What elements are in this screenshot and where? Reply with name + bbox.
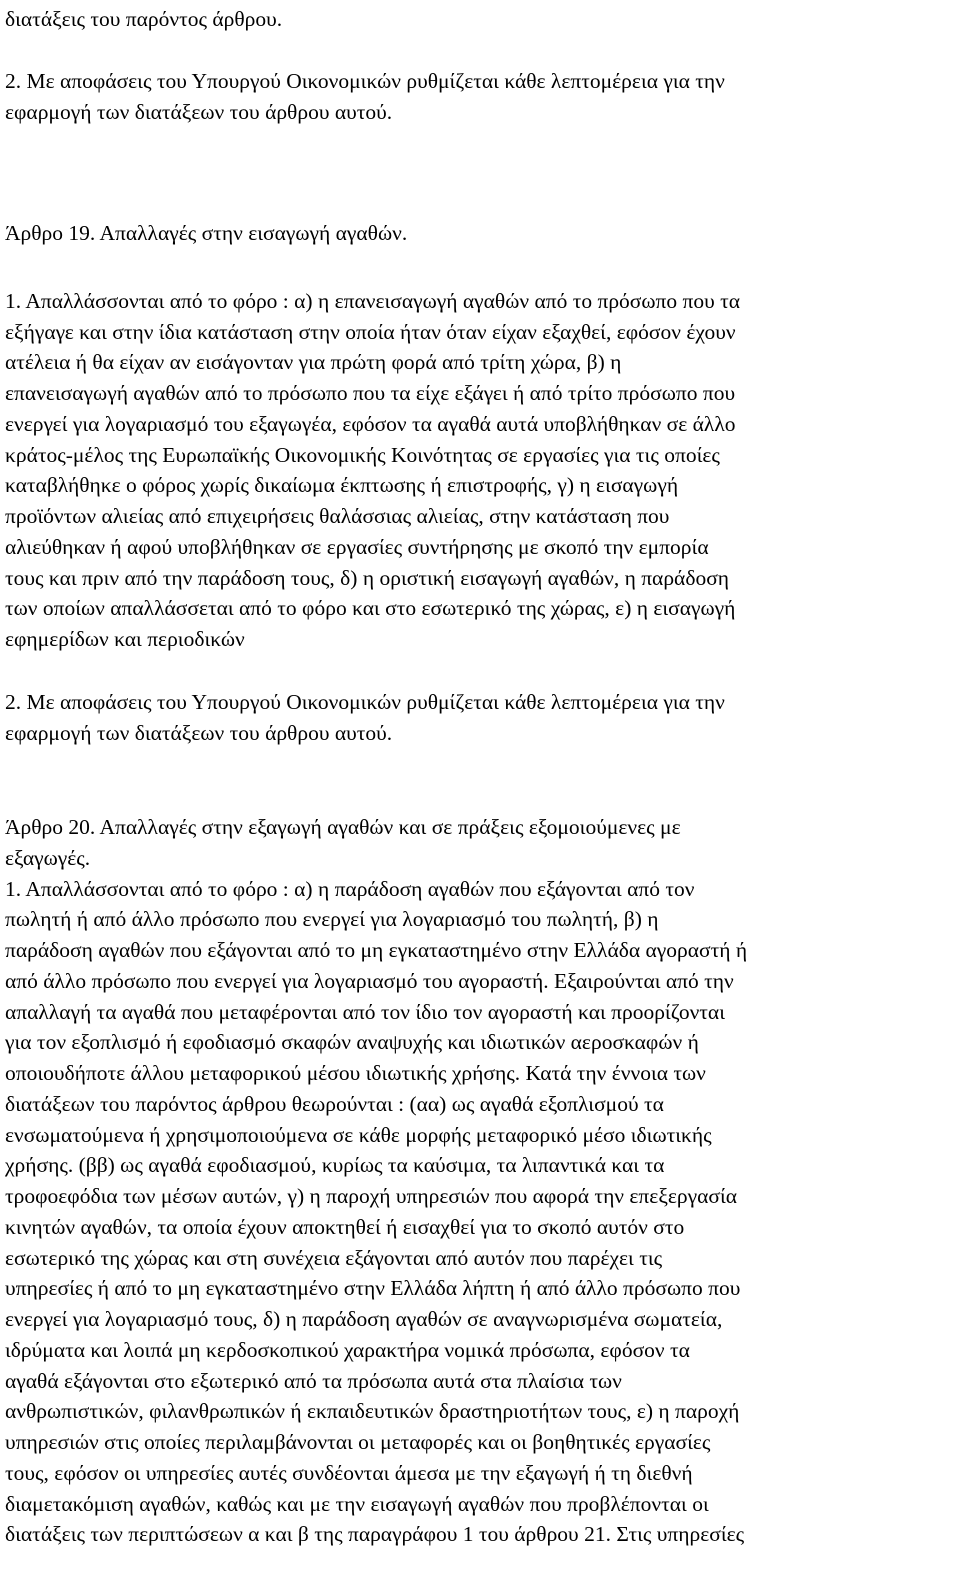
text-line: κράτος-μέλος της Ευρωπαϊκής Οικονομικής Κοινότητας σε εργασίες για τις οποίες <box>5 443 720 467</box>
text-line: προϊόντων αλιείας από επιχειρήσεις θαλάσσιας αλιείας, στην κατάσταση που <box>5 504 670 528</box>
text-line: 2. Με αποφάσεις του Υπουργού Οικονομικών ρυθμίζεται κάθε λεπτομέρεια για την <box>5 690 725 714</box>
text-line: ατέλεια ή θα είχαν αν εισάγονταν για πρώτη φορά από τρίτη χώρα, β) η <box>5 350 622 374</box>
text-line: καταβλήθηκε ο φόρος χωρίς δικαίωμα έκπτωσης ή επιστροφής, γ) η εισαγωγή <box>5 473 679 497</box>
text-line: εφαρμογή των διατάξεων του άρθρου αυτού. <box>5 100 393 124</box>
text-line: τους και πριν από την παράδοση τους, δ) η οριστική εισαγωγή αγαθών, η παράδοση <box>5 566 730 590</box>
article-heading-20: Άρθρο 20. Απαλλαγές στην εξαγωγή αγαθών και σε πράξεις εξομοιούμενες με <box>5 815 681 839</box>
text-line: εξαγωγές. <box>5 846 91 870</box>
text-line: επανεισαγωγή αγαθών από το πρόσωπο που τα είχε εξάγει ή από τρίτο πρόσωπο που <box>5 381 736 405</box>
text-line: 2. Με αποφάσεις του Υπουργού Οικονομικών ρυθμίζεται κάθε λεπτομέρεια για την <box>5 69 725 93</box>
text-line: ανθρωπιστικών, φιλανθρωπικών ή εκπαιδευτικών δραστηριοτήτων τους, ε) η παροχή <box>5 1399 740 1423</box>
text-line: αλιεύθηκαν ή αφού υποβλήθηκαν σε εργασίες συντήρησης με σκοπό την εμπορία <box>5 535 709 559</box>
text-line: τους, εφόσον οι υπηρεσίες αυτές συνδέονται άμεσα με την εξαγωγή ή τη διεθνή <box>5 1461 693 1485</box>
text-line: ενεργεί για λογαριασμό τους, δ) η παράδοση αγαθών σε αναγνωρισμένα σωματεία, <box>5 1307 723 1331</box>
text-line: πωλητή ή από άλλο πρόσωπο που ενεργεί για λογαριασμό του πωλητή, β) η <box>5 907 659 931</box>
text-line: παράδοση αγαθών που εξάγονται από το μη εγκαταστημένο στην Ελλάδα αγοραστή ή <box>5 938 748 962</box>
text-line: διατάξεις των περιπτώσεων α και β της παραγράφου 1 του άρθρου 21. Στις υπηρεσίες <box>5 1522 745 1546</box>
text-line: οποιουδήποτε άλλου μεταφορικού μέσου ιδιωτικής χρήσης. Κατά την έννοια των <box>5 1061 706 1085</box>
text-line: υπηρεσιών στις οποίες περιλαμβάνονται οι μεταφορές και οι βοηθητικές εργασίες <box>5 1430 711 1454</box>
text-line: τροφοεφόδια των μέσων αυτών, γ) η παροχή υπηρεσιών που αφορά την επεξεργασία <box>5 1184 738 1208</box>
text-line: χρήσης. (ββ) ως αγαθά εφοδιασμού, κυρίως τα καύσιμα, τα λιπαντικά και τα <box>5 1153 665 1177</box>
text-line: διαμετακόμιση αγαθών, καθώς και με την εισαγωγή αγαθών που προβλέπονται οι <box>5 1492 709 1516</box>
text-line: υπηρεσίες ή από το μη εγκαταστημένο στην Ελλάδα λήπτη ή από άλλο πρόσωπο που <box>5 1276 741 1300</box>
text-line: διατάξεις του παρόντος άρθρου. <box>5 7 283 31</box>
text-line: αγαθά εξάγονται στο εξωτερικό από τα πρόσωπα αυτά στα πλαίσια των <box>5 1369 622 1393</box>
text-line: για τον εξοπλισμό ή εφοδιασμό σκαφών αναψυχής και ιδιωτικών αεροσκαφών ή <box>5 1030 699 1054</box>
text-line: 1. Απαλλάσσονται από το φόρο : α) η επανεισαγωγή αγαθών από το πρόσωπο που τα <box>5 289 741 313</box>
text-line: των οποίων απαλλάσσεται από το φόρο και στο εσωτερικό της χώρας, ε) η εισαγωγή <box>5 596 736 620</box>
text-line: ιδρύματα και λοιπά μη κερδοσκοπικού χαρακτήρα νομικά πρόσωπα, εφόσον τα <box>5 1338 690 1362</box>
text-line: κινητών αγαθών, τα οποία έχουν αποκτηθεί ή εισαχθεί για το σκοπό αυτόν στο <box>5 1215 685 1239</box>
article-heading-19: Άρθρο 19. Απαλλαγές στην εισαγωγή αγαθών. <box>5 221 408 245</box>
text-line: ενεργεί για λογαριασμό του εξαγωγέα, εφόσον τα αγαθά αυτά υποβλήθηκαν σε άλλο <box>5 412 736 436</box>
text-line: απαλλαγή τα αγαθά που μεταφέρονται από τον ίδιο τον αγοραστή και προορίζονται <box>5 1000 725 1024</box>
text-line: εξήγαγε και στην ίδια κατάσταση στην οποία ήταν όταν είχαν εξαχθεί, εφόσον έχουν <box>5 320 736 344</box>
text-line: ενσωματούμενα ή χρησιμοποιούμενα σε κάθε μορφής μεταφορικό μέσο ιδιωτικής <box>5 1123 712 1147</box>
text-line: εσωτερικό της χώρας και στη συνέχεια εξάγονται από αυτόν που παρέχει τις <box>5 1246 663 1270</box>
text-line: από άλλο πρόσωπο που ενεργεί για λογαριασμό του αγοραστή. Εξαιρούνται από την <box>5 969 734 993</box>
text-line: διατάξεων του παρόντος άρθρου θεωρούνται : (αα) ως αγαθά εξοπλισμού τα <box>5 1092 664 1116</box>
text-line: 1. Απαλλάσσονται από το φόρο : α) η παράδοση αγαθών που εξάγονται από τον <box>5 877 695 901</box>
text-line: εφημερίδων και περιοδικών <box>5 627 245 651</box>
text-line: εφαρμογή των διατάξεων του άρθρου αυτού. <box>5 721 393 745</box>
